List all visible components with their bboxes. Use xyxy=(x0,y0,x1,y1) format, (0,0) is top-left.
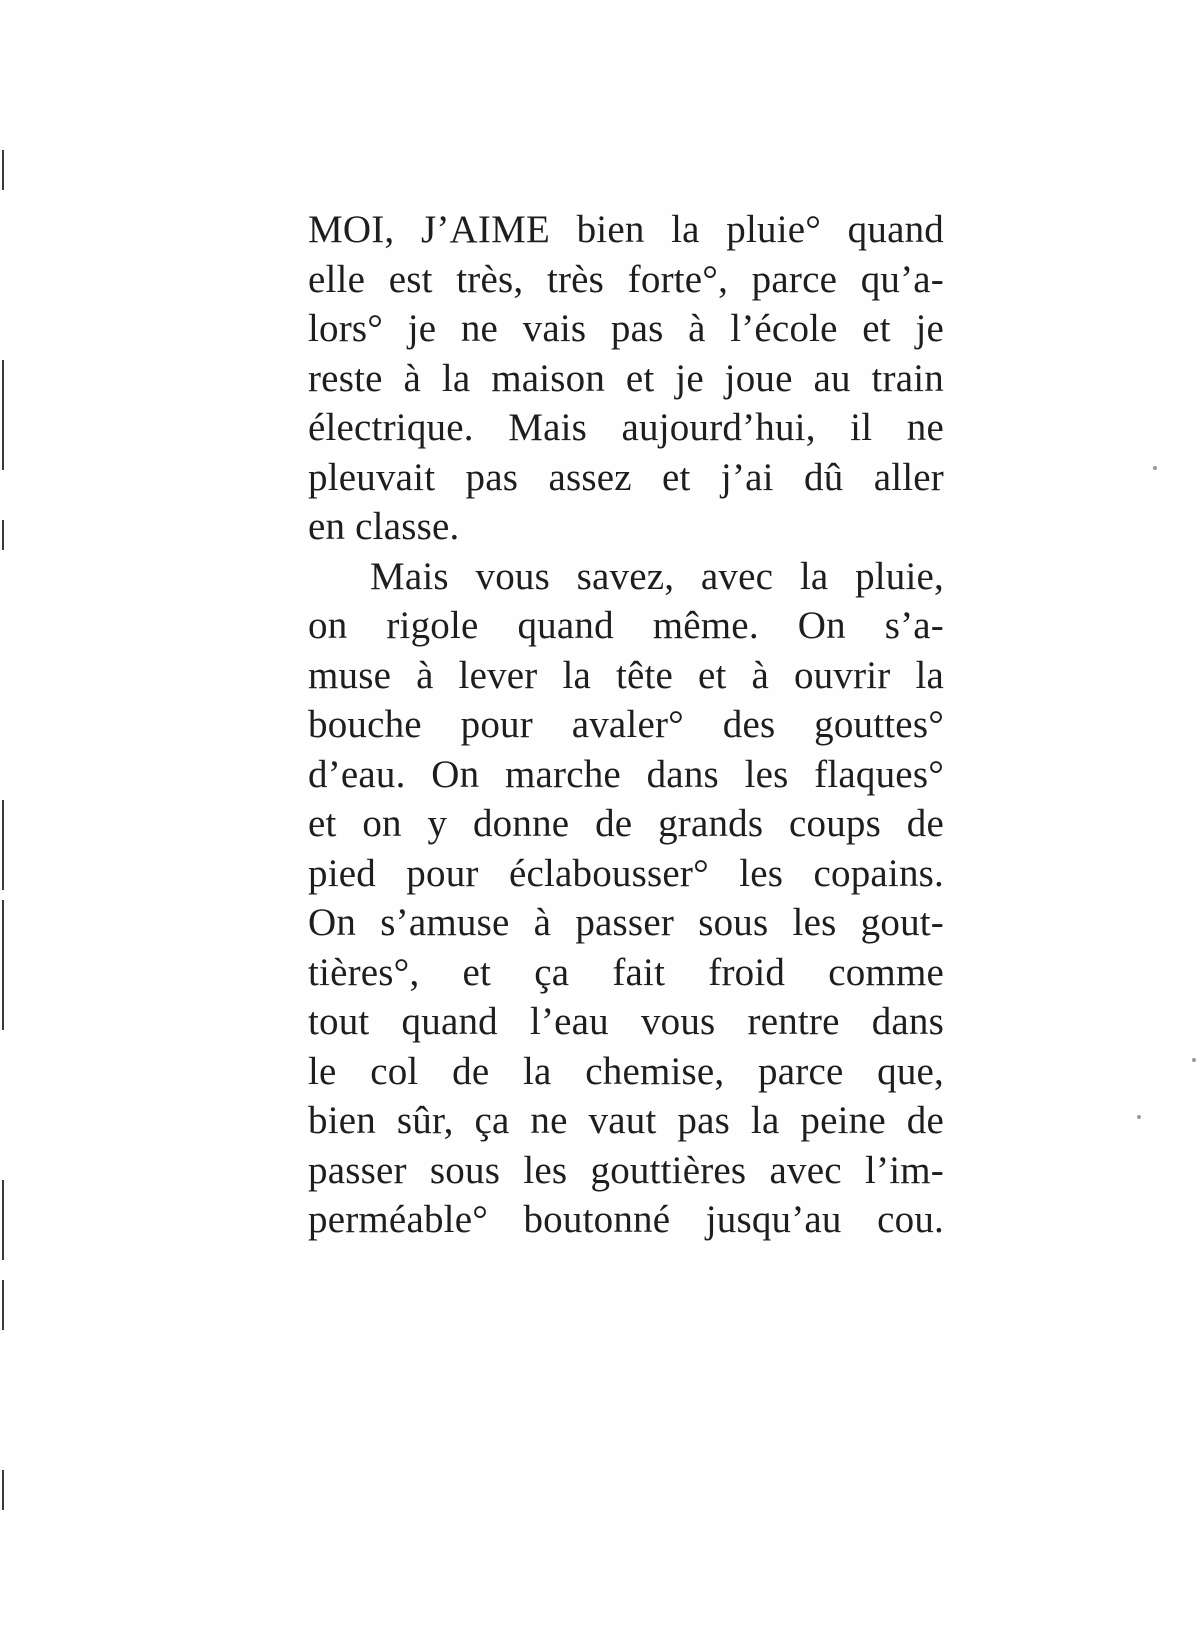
text-line: reste à la maison et je joue au train xyxy=(308,356,944,400)
scan-edge-mark xyxy=(2,1180,4,1260)
scan-edge-mark xyxy=(2,1470,4,1510)
text-line: d’eau. On marche dans les flaques° xyxy=(308,752,944,796)
text-line: électrique. Mais aujourd’hui, il ne xyxy=(308,406,944,449)
scan-speck xyxy=(1153,466,1157,470)
text-line: tières°, et ça fait froid comme xyxy=(308,950,944,994)
text-line: passer sous les gouttières avec l’im- xyxy=(308,1148,944,1192)
text-line: bouche pour avaler° des gouttes° xyxy=(308,703,944,746)
text-line: on rigole quand même. On s’a- xyxy=(308,604,944,647)
text-line: Mais vous savez, avec la pluie, xyxy=(370,554,944,598)
paragraph-2 xyxy=(308,552,944,1245)
body-text xyxy=(308,205,944,1245)
opening-small-caps: MOI, J’AIME xyxy=(308,208,550,251)
scan-speck xyxy=(1192,1058,1196,1062)
text-line: tout quand l’eau vous rentre dans xyxy=(308,1000,944,1043)
text-line: pleuvait pas assez et j’ai dû aller xyxy=(308,455,944,499)
text-line: bien sûr, ça ne vaut pas la peine de xyxy=(308,1099,944,1142)
scan-edge-mark xyxy=(2,520,4,550)
text-line: On s’amuse à passer sous les gout- xyxy=(308,901,944,944)
text-line: en classe. xyxy=(308,505,460,548)
scan-edge-mark xyxy=(2,1280,4,1330)
text-line xyxy=(308,205,944,255)
text-line: le col de la chemise, parce que, xyxy=(308,1049,944,1093)
scan-edge-mark xyxy=(2,800,4,890)
paragraph-1 xyxy=(308,205,944,552)
scan-speck xyxy=(1137,1115,1141,1119)
text-line: elle est très, très forte°, parce qu’a- xyxy=(308,257,944,301)
text-line: pied pour éclabousser° les copains. xyxy=(308,851,944,895)
text-line: muse à lever la tête et à ouvrir la xyxy=(308,653,944,697)
scan-edge-mark xyxy=(2,900,4,1030)
text-line: et on y donne de grands coups de xyxy=(308,802,944,845)
scan-edge-mark xyxy=(2,360,4,470)
text-line: perméable° boutonné jusqu’au cou. xyxy=(308,1198,944,1241)
line-rest: bien la pluie° quand xyxy=(550,208,944,251)
text-line: lors° je ne vais pas à l’école et je xyxy=(308,307,944,350)
scan-edge-mark xyxy=(2,150,4,190)
